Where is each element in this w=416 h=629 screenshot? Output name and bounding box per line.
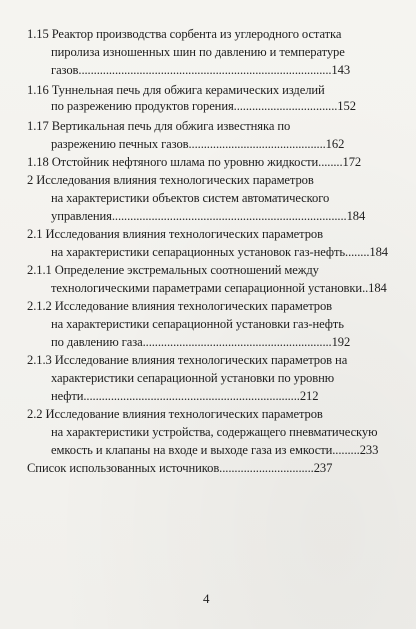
toc-line: управления.............................................................................184 <box>51 209 366 223</box>
toc-line: по разрежению продуктов горения..................................152 <box>51 99 356 113</box>
toc-line: Список использованных источников...............................237 <box>27 461 333 475</box>
toc-line: 1.18 Отстойник нефтяного шлама по уровню жидкости........172 <box>27 155 362 169</box>
toc-line: разрежению печных газов.............................................162 <box>51 137 345 151</box>
toc-line: 2.1.2 Исследование влияния технологических параметров <box>27 299 333 313</box>
toc-line: 1.15 Реактор производства сорбента из углеродного остатка <box>27 27 342 41</box>
toc-line: характеристики сепарационной установки по уровню <box>51 371 335 385</box>
toc-line: нефти.......................................................................212 <box>51 389 319 403</box>
toc-line: на характеристики сепарационной установки газ-нефть <box>51 317 344 331</box>
page-number: 4 <box>203 591 210 606</box>
toc-line: 2.1 Исследования влияния технологических параметров <box>27 227 323 241</box>
toc-line: на характеристики устройства, содержащего пневматическую <box>51 425 378 439</box>
toc-line: 2.1.1 Определение экстремальных соотношений между <box>27 263 319 277</box>
toc-line: на характеристики объектов систем автоматического <box>51 191 330 205</box>
toc-line: технологическими параметрами сепарационной установки..184 <box>51 281 387 295</box>
toc-line: 2.2 Исследование влияния технологических параметров <box>27 407 323 421</box>
toc-line: 1.16 Туннельная печь для обжига керамических изделий <box>27 83 325 97</box>
toc-line: газов...................................................................................143 <box>51 63 351 77</box>
toc-line: емкость и клапаны на входе и выходе газа из емкости.........233 <box>51 443 379 457</box>
toc-line: на характеристики сепарационных установок газ-нефть........184 <box>51 245 389 259</box>
toc-line: 2 Исследования влияния технологических параметров <box>27 173 314 187</box>
toc-line: по давлению газа..............................................................192 <box>51 335 351 349</box>
toc-line: 1.17 Вертикальная печь для обжига известняка по <box>27 119 291 133</box>
toc-line: пиролиза изношенных шин по давлению и температуре <box>51 45 345 59</box>
toc-line: 2.1.3 Исследование влияния технологических параметров на <box>27 353 348 367</box>
